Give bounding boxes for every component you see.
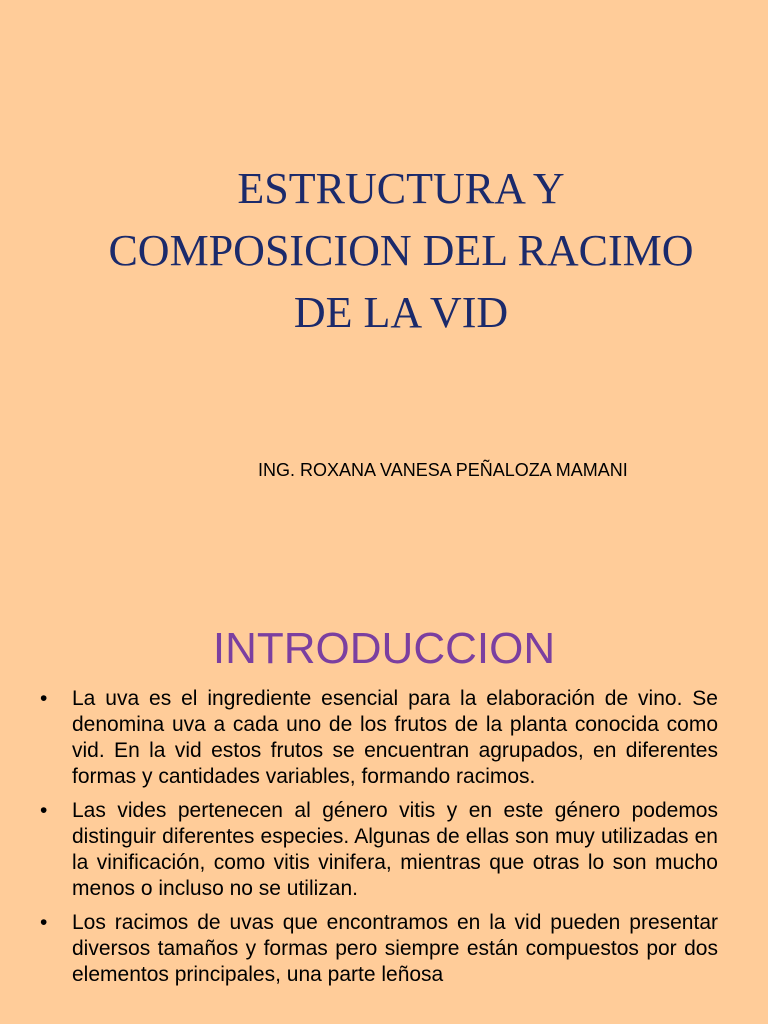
bullet-text: Las vides pertenecen al género vitis y en este género podemos distinguir diferentes especies. Algunas de ellas son muy utilizadas en la vinificación, como vitis vinifera, mientras que otras lo son mucho menos o incluso no se utilizan. [72, 799, 718, 900]
bullet-icon: • [40, 687, 48, 710]
list-item [40, 798, 718, 902]
bullet-text: Los racimos de uvas que encontramos en la vid pueden presentar diversos tamaños y formas pero siempre están compuestos por dos elementos principales, una parte leñosa [72, 911, 718, 986]
list-item [40, 686, 718, 790]
title-line-3: DE LA VID [293, 288, 509, 337]
bullet-icon: • [40, 799, 48, 822]
title-line-1: ESTRUCTURA Y [237, 164, 565, 213]
author-name: ING. ROXANA VANESA PEÑALOZA MAMANI [258, 460, 628, 480]
list-item [40, 910, 718, 988]
section-heading: INTRODUCCION [212, 624, 556, 673]
introduction-slide [0, 600, 768, 1024]
slide-title [0, 158, 768, 344]
bullet-text: La uva es el ingrediente esencial para la elaboración de vino. Se denomina uva a cada uno de los frutos de la planta conocida como vid. En la vid estos frutos se encuentran agrupados, en diferentes formas y cantidades variables, formando racimos. [72, 687, 718, 788]
bullet-list [40, 686, 718, 996]
title-line-2: COMPOSICION DEL RACIMO [108, 226, 694, 275]
bullet-icon: • [40, 911, 48, 934]
